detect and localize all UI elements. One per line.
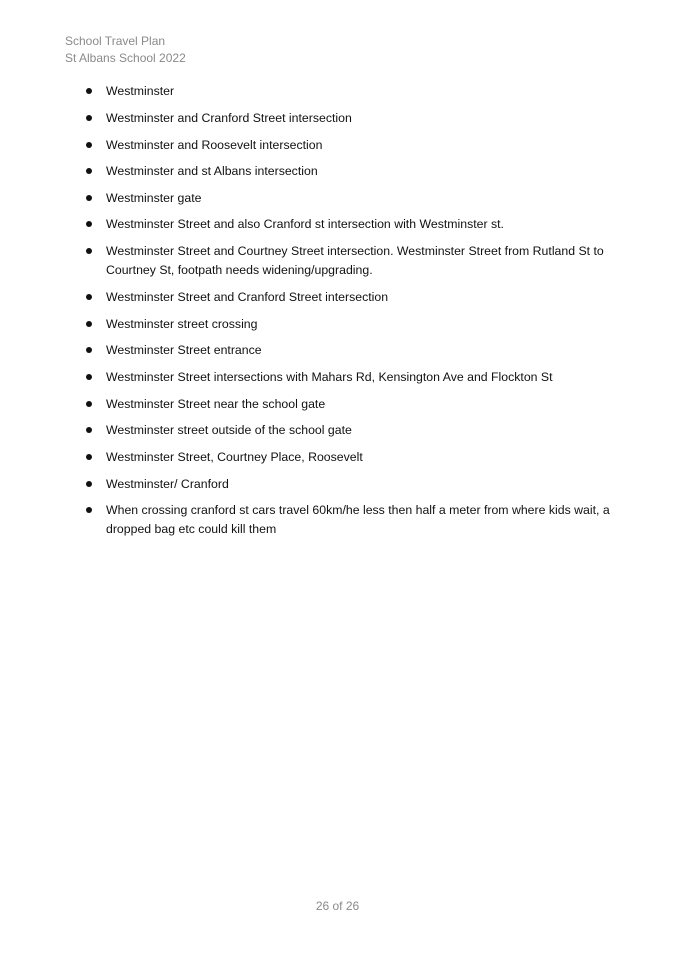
header-title: School Travel Plan [65,34,166,48]
bullet-icon [86,401,92,407]
list-item-text: Westminster Street intersections with Mahars Rd, Kensington Ave and Flockton St [106,370,553,384]
list-item-text: Westminster and st Albans intersection [106,164,318,178]
list-item-text: Westminster street crossing [106,317,258,331]
header-subtitle: St Albans School 2022 [65,50,186,65]
page-number: 26 of 26 [315,899,360,913]
list-item-text: Westminster street outside of the school gate [106,423,352,437]
bullet-icon [86,347,92,353]
list-item-text: Westminster and Cranford Street intersection [106,111,352,125]
bullet-icon [86,507,92,513]
bullet-icon [86,454,92,460]
bullet-icon [86,195,92,201]
list-item-text: Westminster Street near the school gate [106,397,326,411]
bullet-icon [86,321,92,327]
bullet-icon [86,115,92,121]
list-item-text: Westminster gate [106,191,202,205]
bullet-icon [86,88,92,94]
bullet-icon [86,248,92,254]
bullet-icon [86,481,92,487]
bullet-icon [86,427,92,433]
list-item-text: Westminster Street and Courtney Street intersection. Westminster Street from Rutland St to Courtney St, footpath needs widening/upgrading. [106,244,604,277]
bullet-icon [86,168,92,174]
list-item-text: Westminster Street entrance [106,343,262,357]
list-item-text: Westminster Street and also Cranford st intersection with Westminster st. [106,217,504,231]
list-item-text: When crossing cranford st cars travel 60km/he less then half a meter from where kids wait, a dropped bag etc could kill them [106,503,610,536]
list-item-text: Westminster/ Cranford [106,477,229,491]
list-item-text: Westminster [106,84,175,98]
bullet-icon [86,374,92,380]
list-item-text: Westminster Street and Cranford Street intersection [106,290,389,304]
document-header [65,33,186,66]
bullet-icon [86,221,92,227]
list-item-text: Westminster Street, Courtney Place, Roosevelt [106,450,363,464]
bullet-icon [86,142,92,148]
bullet-icon [86,294,92,300]
list-item-text: Westminster and Roosevelt intersection [106,138,323,152]
